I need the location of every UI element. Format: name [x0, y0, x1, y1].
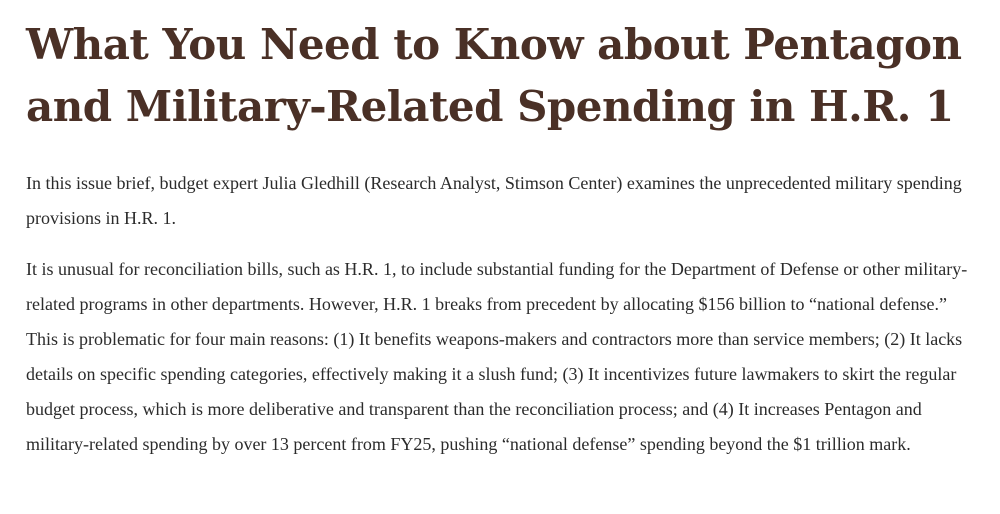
intro-paragraph: In this issue brief, budget expert Julia Gledhill (Research Analyst, Stimson Center) examines the unprecedented military spending provisions in H.R. 1. — [26, 173, 962, 228]
body-paragraph: It is unusual for reconciliation bills, such as H.R. 1, to include substantial funding for the Department of Defense or other military-related programs in other departments. However, H.R. 1 breaks from precedent by allocating $156 billion to “national defense.” This is problematic for four main reasons: (1) It benefits weapons-makers and contractors more than service members; (2) It lacks details on specific spending categories, effectively making it a slush fund; (3) It incentivizes future lawmakers to skirt the regular budget process, which is more deliberative and transparent than the reconciliation process; and (4) It increases Pentagon and military-related spending by over 13 percent from FY25, pushing “national defense” spending beyond the $1 trillion mark. — [26, 259, 968, 454]
article — [26, 14, 976, 478]
article-title: What You Need to Know about Pentagon and Military-Related Spending in H.R. 1 — [26, 20, 962, 131]
